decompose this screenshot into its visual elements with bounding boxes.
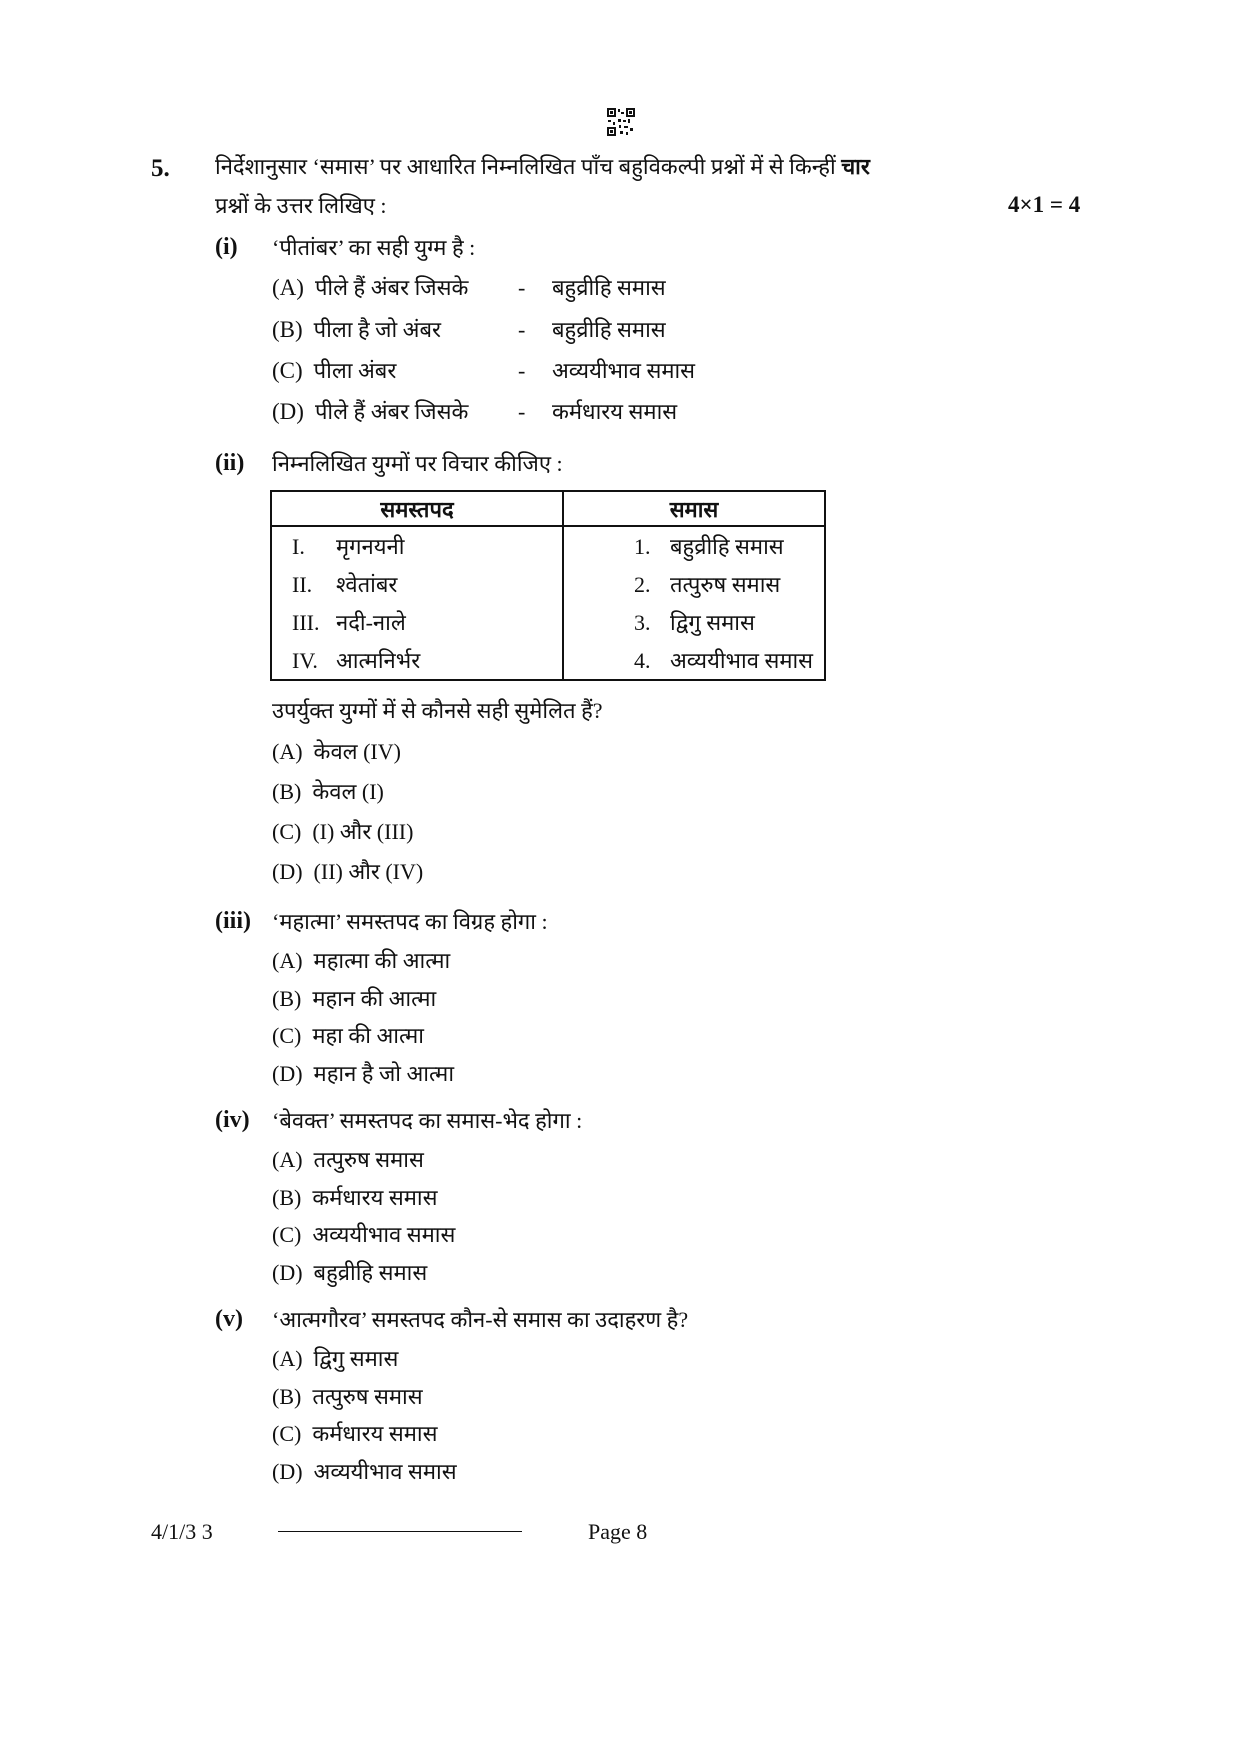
option-dash: - xyxy=(518,358,526,383)
option-row: (A) तत्पुरुष समास xyxy=(272,1147,424,1172)
subquestion-text: ‘बेवक्त’ समस्तपद का समास-भेद होगा : xyxy=(272,1108,583,1133)
option-row: (A) द्विगु समास xyxy=(272,1346,399,1371)
subquestion-label: (iv) xyxy=(215,1107,250,1133)
page-number: Page 8 xyxy=(588,1519,648,1544)
option-row: (D) (II) और (IV) xyxy=(272,859,424,884)
option-row: (B) पीला है जो अंबर xyxy=(272,317,442,342)
option-right: बहुव्रीहि समास xyxy=(552,275,666,300)
paper-code: 4/1/3 3 xyxy=(151,1519,213,1544)
instruction-line1: निर्देशानुसार ‘समास’ पर आधारित निम्नलिखित पाँच बहुविकल्पी प्रश्नों में से किन्हीं xyxy=(215,154,836,179)
subquestion-label: (v) xyxy=(215,1306,243,1332)
option-row: (A) पीले हैं अंबर जिसके xyxy=(272,275,469,300)
subquestion-text: ‘महात्मा’ समस्तपद का विग्रह होगा : xyxy=(272,909,548,934)
option-row: (C) महा की आत्मा xyxy=(272,1023,424,1048)
option-row: (C) (I) और (III) xyxy=(272,819,414,844)
option-dash: - xyxy=(518,317,526,342)
table-row: III. नदी-नाले 3. द्विगु समास xyxy=(271,603,825,641)
table-row: IV. आत्मनिर्भर 4. अव्ययीभाव समास xyxy=(271,641,825,680)
option-row: (A) केवल (IV) xyxy=(272,739,401,764)
option-row: (B) महान की आत्मा xyxy=(272,986,437,1011)
qr-code-icon xyxy=(606,107,636,137)
option-row: (A) महात्मा की आत्मा xyxy=(272,948,451,973)
option-right: कर्मधारय समास xyxy=(552,399,678,424)
question-instruction xyxy=(215,153,870,181)
option-row: (C) कर्मधारय समास xyxy=(272,1421,438,1446)
option-row: (B) तत्पुरुष समास xyxy=(272,1384,423,1409)
subquestion-label: (ii) xyxy=(215,450,245,476)
subquestion-label: (i) xyxy=(215,234,238,260)
footer-divider xyxy=(278,1531,522,1532)
question-number: 5. xyxy=(151,155,170,182)
option-row: (B) कर्मधारय समास xyxy=(272,1185,438,1210)
table-row: I. मृगनयनी 1. बहुव्रीहि समास xyxy=(271,526,825,565)
option-row: (D) पीले हैं अंबर जिसके xyxy=(272,399,469,424)
table-header-right: समास xyxy=(563,491,825,526)
option-right: अव्ययीभाव समास xyxy=(552,358,696,383)
marks-scheme: 4×1 = 4 xyxy=(1008,192,1081,217)
option-right: बहुव्रीहि समास xyxy=(552,317,666,342)
option-dash: - xyxy=(518,399,526,424)
matching-table xyxy=(270,490,826,681)
option-row: (C) अव्ययीभाव समास xyxy=(272,1222,456,1247)
subquestion-text: ‘आत्मगौरव’ समस्तपद कौन-से समास का उदाहरण है? xyxy=(272,1307,689,1332)
subquestion-text: निम्नलिखित युग्मों पर विचार कीजिए : xyxy=(272,451,563,476)
subquestion-label: (iii) xyxy=(215,908,251,934)
option-row: (D) अव्ययीभाव समास xyxy=(272,1459,457,1484)
followup-question: उपर्युक्त युग्मों में से कौनसे सही सुमेलित हैं? xyxy=(272,698,603,723)
instruction-bold-word: चार xyxy=(841,154,870,179)
table-row: II. श्वेतांबर 2. तत्पुरुष समास xyxy=(271,565,825,603)
table-header-left: समस्तपद xyxy=(271,491,563,526)
option-dash: - xyxy=(518,275,526,300)
option-row: (B) केवल (I) xyxy=(272,779,384,804)
option-row: (D) महान है जो आत्मा xyxy=(272,1061,455,1086)
option-row: (C) पीला अंबर xyxy=(272,358,397,383)
subquestion-text: ‘पीतांबर’ का सही युग्म है : xyxy=(272,235,476,260)
option-row: (D) बहुव्रीहि समास xyxy=(272,1260,428,1285)
instruction-line2: प्रश्नों के उत्तर लिखिए : xyxy=(215,193,387,218)
